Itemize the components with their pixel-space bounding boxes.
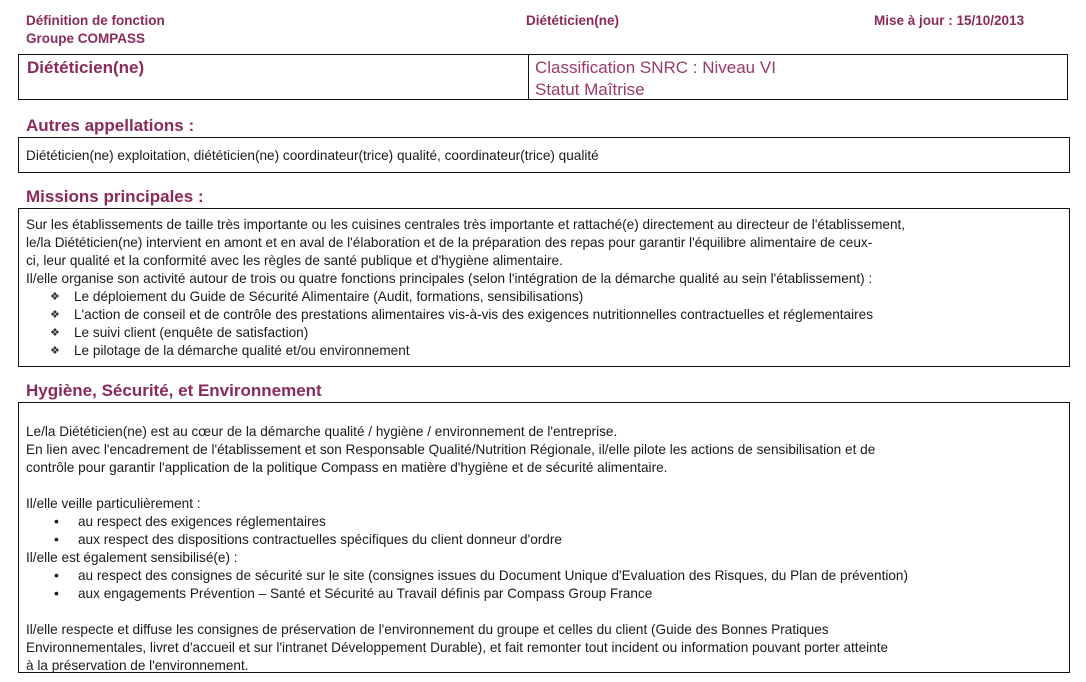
list-item: • aux engagements Prévention – Santé et Sécurité au Travail définis par Compass Group France — [54, 585, 653, 601]
list-item: • aux respect des dispositions contractuelles spécifiques du client donneur d'ordre — [54, 531, 562, 547]
hse-intro-line: contrôle pour garantir l'application de la politique Compass en matière d'hygiène et de sécurité alimentaire. — [26, 460, 668, 475]
header-update-date: Mise à jour : 15/10/2013 — [874, 13, 1025, 28]
header-group: Groupe COMPASS — [26, 31, 146, 46]
missions-box — [18, 208, 1070, 367]
bullet-icon: • — [54, 513, 59, 529]
job-title: Diététicien(ne) — [19, 55, 529, 99]
status: Statut Maîtrise — [535, 80, 645, 99]
bullet-icon: • — [54, 531, 59, 547]
autres-appellations-box — [18, 137, 1070, 173]
list-item: ❖ Le pilotage de la démarche qualité et/ou environnement — [50, 343, 410, 358]
header-doc-type — [26, 12, 165, 48]
autres-appellations-text: Diététicien(ne) exploitation, diététicien(ne) coordinateur(trice) qualité, coordinateur(trice) qualité — [26, 148, 599, 163]
hse-box — [18, 402, 1070, 673]
hse-intro-line: En lien avec l'encadrement de l'établissement et son Responsable Qualité/Nutrition Régionale, il/elle pilote les actions de sensibilisation et de — [26, 442, 876, 457]
diamond-bullet-icon: ❖ — [50, 345, 60, 357]
header-job-title: Diététicien(ne) — [526, 13, 620, 28]
section-heading-hse: Hygiène, Sécurité, et Environnement — [26, 381, 322, 400]
list-item: ❖ L'action de conseil et de contrôle des prestations alimentaires vis-à-vis des exigences nutritionnelles contractuelles et réglementaires — [50, 307, 874, 322]
hse-veille-label: Il/elle veille particulièrement : — [26, 496, 201, 511]
missions-line: le/la Diététicien(ne) intervient en amont et en aval de l'élaboration et de la préparation des repas pour garantir l'équilibre alimentaire de ceux- — [26, 235, 873, 250]
list-item: • au respect des exigences réglementaires — [54, 513, 326, 529]
bullet-icon: • — [54, 585, 59, 601]
list-item: ❖ Le déploiement du Guide de Sécurité Alimentaire (Audit, formations, sensibilisations) — [50, 289, 584, 304]
missions-line: Il/elle organise son activité autour de trois ou quatre fonctions principales (selon l'intégration de la démarche qualité au sein l'établissement) : — [26, 271, 873, 286]
header-definition: Définition de fonction — [26, 13, 165, 28]
missions-line: Sur les établissements de taille très importante ou les cuisines centrales très importante et rattaché(e) directement au directeur de l'établissement, — [26, 217, 906, 232]
classification-cell — [529, 55, 1067, 99]
hse-sensibilise-label: Il/elle est également sensibilisé(e) : — [26, 550, 238, 565]
classification: Classification SNRC : Niveau VI — [535, 58, 776, 77]
section-heading-autres-appellations: Autres appellations : — [26, 116, 195, 135]
diamond-bullet-icon: ❖ — [50, 309, 60, 321]
title-block — [18, 54, 1068, 100]
hse-env-line: à la préservation de l'environnement. — [26, 658, 249, 673]
hse-env-line: Il/elle respecte et diffuse les consignes de préservation de l'environnement du groupe et celles du client (Guide des Bonnes Pratiques — [26, 622, 829, 637]
missions-bullet-list — [26, 288, 1063, 360]
section-heading-missions: Missions principales : — [26, 187, 204, 206]
list-item: ❖ Le suivi client (enquête de satisfaction) — [50, 325, 309, 340]
hse-intro-line: Le/la Diététicien(ne) est au cœur de la démarche qualité / hygiène / environnement de l'entreprise. — [26, 424, 618, 439]
list-item: • au respect des consignes de sécurité sur le site (consignes issues du Document Unique d'Evaluation des Risques, du Plan de prévention) — [54, 567, 909, 583]
diamond-bullet-icon: ❖ — [50, 327, 60, 339]
hse-veille-list — [26, 513, 1063, 549]
hse-sensibilise-list — [26, 567, 1063, 603]
bullet-icon: • — [54, 567, 59, 583]
missions-line: ci, leur qualité et la conformité avec les règles de santé publique et d'hygiène alimentaire. — [26, 253, 563, 268]
hse-env-line: Environnementales, livret d'accueil et sur l'intranet Développement Durable), et fait remonter tout incident ou information pouvant porter atteinte — [26, 640, 889, 655]
diamond-bullet-icon: ❖ — [50, 291, 60, 303]
